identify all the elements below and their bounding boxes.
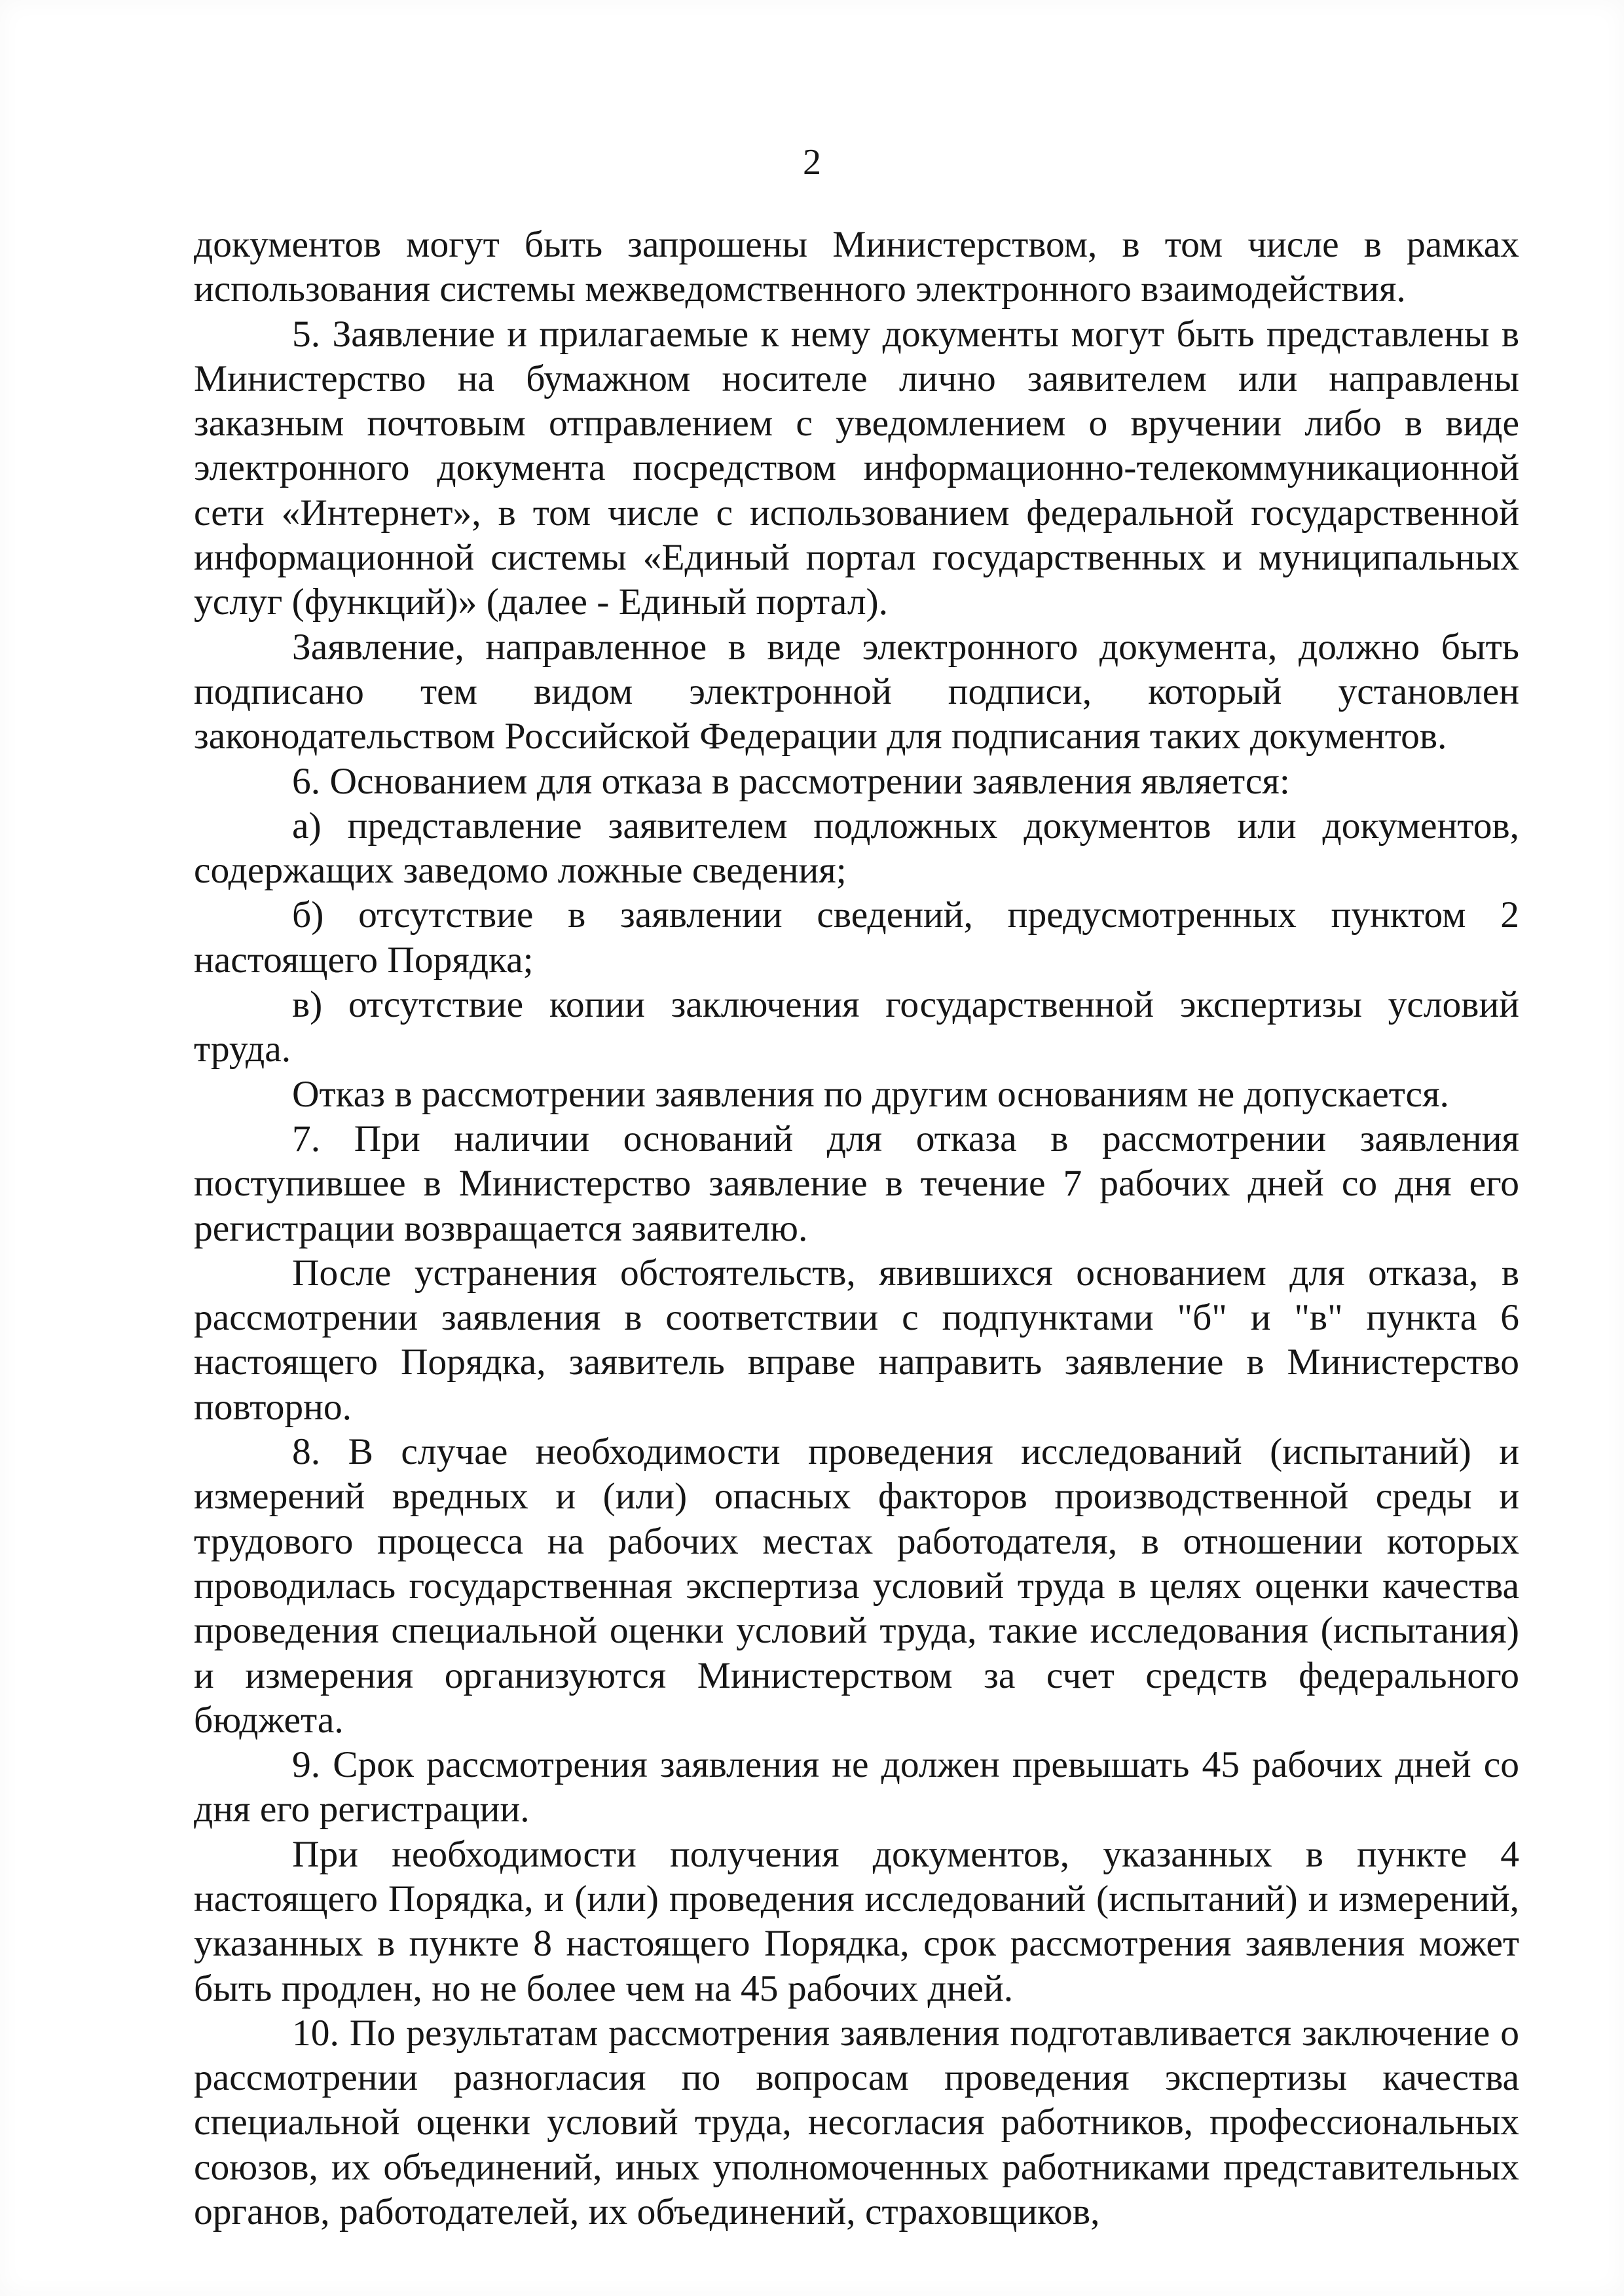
paragraph-item-6: 6. Основанием для отказа в рассмотрении заявления является: bbox=[292, 760, 1290, 802]
paragraph-subitem-b: б) отсутствие в заявлении сведений, предусмотренных пунктом 2 настоящего Порядка; bbox=[194, 894, 1519, 981]
document-body bbox=[194, 223, 1519, 2234]
paragraph-item-10: 10. По результатам рассмотрения заявления подготавливается заключение о рассмотрении разногласия по вопросам проведения экспертизы качества специальной оценки условий труда, несогласия работников, профессиональных союзов, их объединений, иных уполномоченных работниками представительных органов, работодателей, их объединений, страховщиков, bbox=[194, 2012, 1519, 2233]
paragraph-item-7: 7. При наличии оснований для отказа в рассмотрении заявления поступившее в Министерство заявление в течение 7 рабочих дней со дня его регистрации возвращается заявителю. bbox=[194, 1118, 1519, 1249]
paragraph-item-9: 9. Срок рассмотрения заявления не должен превышать 45 рабочих дней со дня его регистрации. bbox=[194, 1744, 1519, 1831]
paragraph-resubmission: После устранения обстоятельств, явившихся основанием для отказа, в рассмотрении заявления в соответствии с подпунктами "б" и "в" пункта 6 настоящего Порядка, заявитель вправе направить заявление в Министерство повторно. bbox=[194, 1252, 1519, 1428]
paragraph-subitem-a: а) представление заявителем подложных документов или документов, содержащих заведомо ложные сведения; bbox=[194, 805, 1519, 892]
page-number: 2 bbox=[803, 142, 821, 183]
paragraph-extension: При необходимости получения документов, указанных в пункте 4 настоящего Порядка, и (или) проведения исследований (испытаний) и измерений, указанных в пункте 8 настоящего Порядка, срок рассмотрения заявления может быть продлен, но не более чем на 45 рабочих дней. bbox=[194, 1833, 1519, 2009]
paragraph-refusal-note: Отказ в рассмотрении заявления по другим основаниям не допускается. bbox=[292, 1073, 1449, 1115]
paragraph-item-8: 8. В случае необходимости проведения исследований (испытаний) и измерений вредных и (или) опасных факторов производственной среды и трудового процесса на рабочих местах работодателя, в отношении которых проводилась государственная экспертиза условий труда в целях оценки качества проведения специальной оценки условий труда, такие исследования (испытания) и измерения организуются Министерством за счет средств федерального бюджета. bbox=[194, 1431, 1519, 1741]
paragraph-subitem-v: в) отсутствие копии заключения государственной экспертизы условий труда. bbox=[194, 984, 1519, 1070]
paragraph-continuation: документов могут быть запрошены Министерством, в том числе в рамках использования системы межведомственного электронного взаимодействия. bbox=[194, 224, 1519, 310]
paragraph-item-5: 5. Заявление и прилагаемые к нему документы могут быть представлены в Министерство на бумажном носителе лично заявителем или направлены заказным почтовым отправлением с уведомлением о вручении либо в виде электронного документа посредством информационно-телекоммуникационной сети «Интернет», в том числе с использованием федеральной государственной информационной системы «Единый портал государственных и муниципальных услуг (функций)» (далее - Единый портал). bbox=[194, 313, 1519, 623]
paragraph-electronic-signature: Заявление, направленное в виде электронного документа, должно быть подписано тем видом электронной подписи, который установлен законодательством Российской Федерации для подписания таких документов. bbox=[194, 626, 1519, 757]
